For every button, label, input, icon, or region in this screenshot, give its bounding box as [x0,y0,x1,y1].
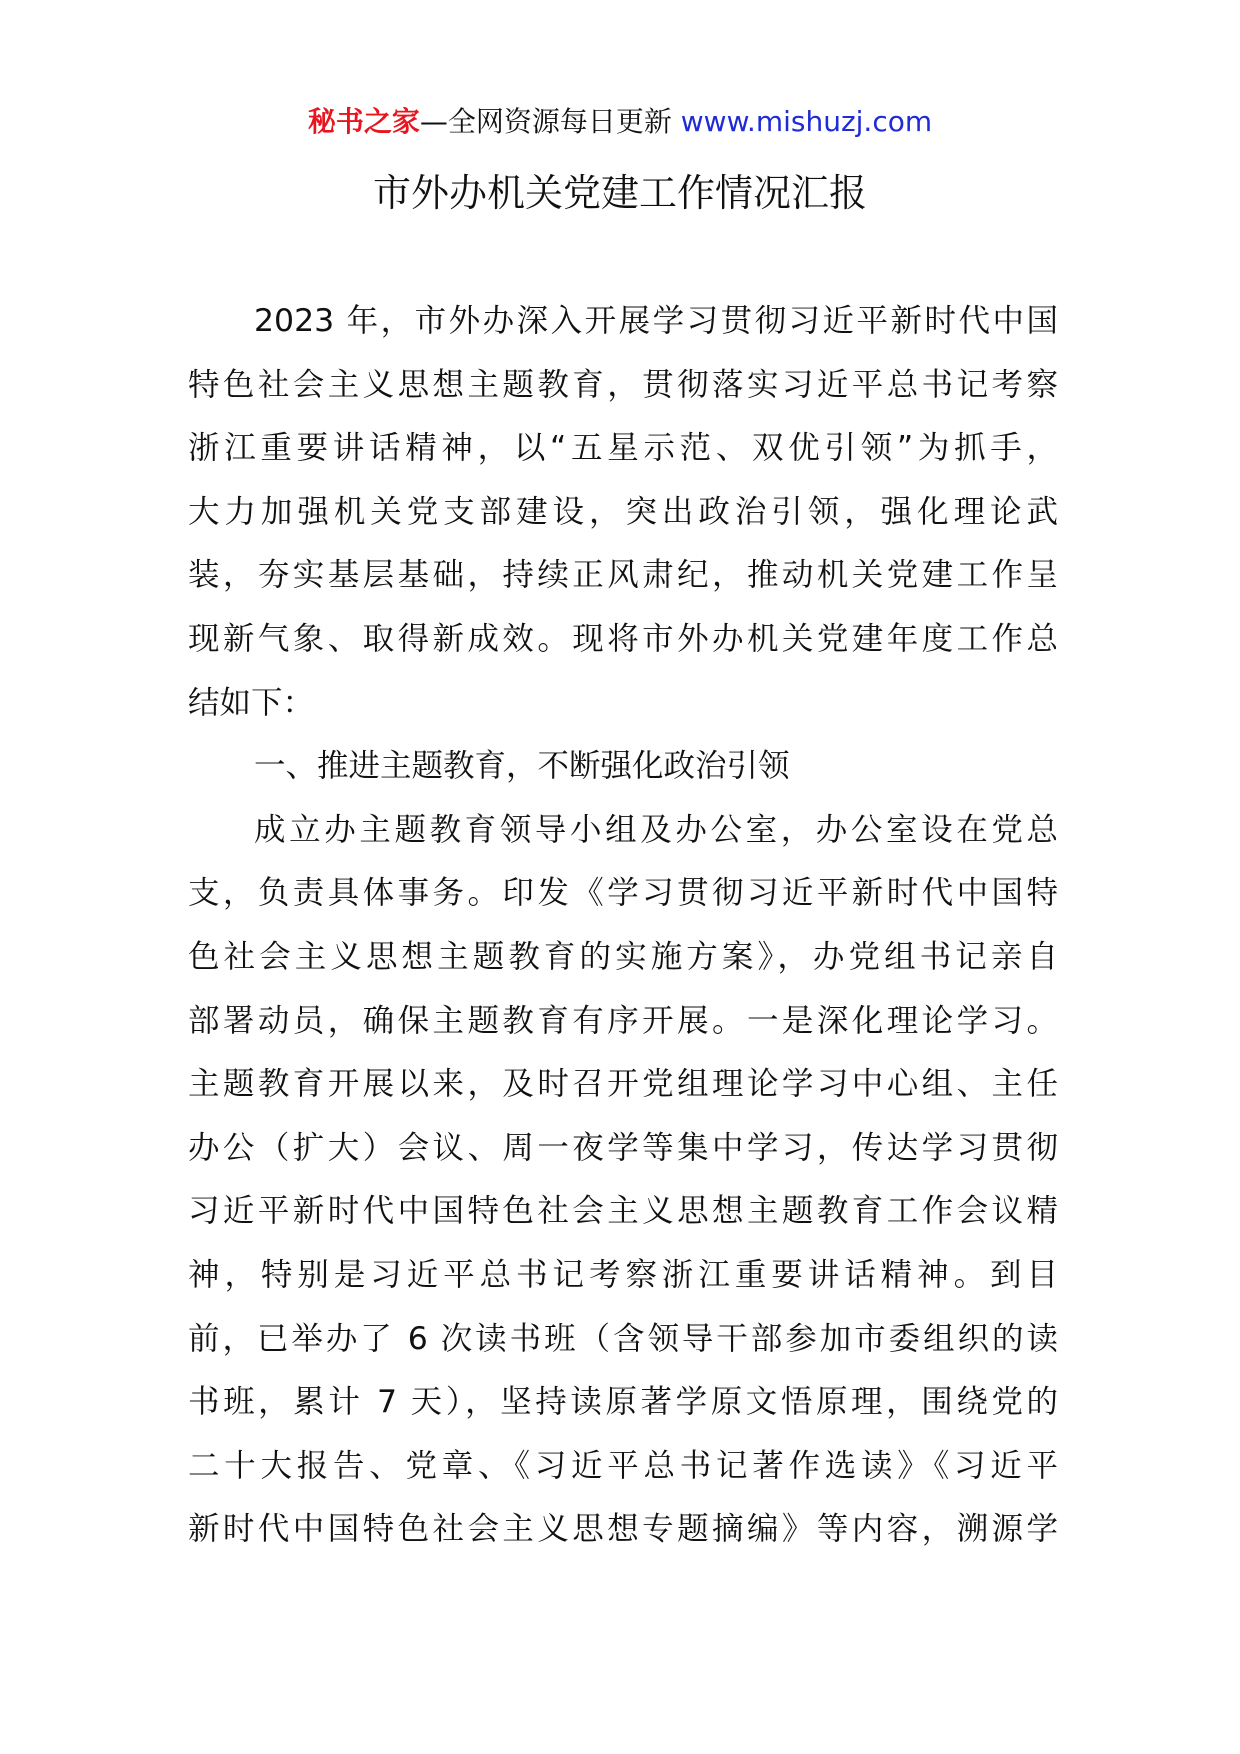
document-body [188,290,1058,1562]
site-brand: 秘书之家 [307,105,420,138]
paragraph-line: 特色社会主义思想主题教育，贯彻落实习近平总书记考察 [188,366,1058,403]
paragraph-line: 大力加强机关党支部建设，突出政治引领，强化理论武 [188,493,1058,530]
paragraph-line: 浙江重要讲话精神，以“五星示范、双优引领”为抓手， [188,430,1058,467]
paragraph-line: 主题教育开展以来，及时召开党组理论学习中心组、主任 [188,1066,1058,1103]
paragraph-line: 结如下： [188,684,315,721]
site-header [0,102,1240,142]
paragraph-line: 二十大报告、党章、《习近平总书记著作选读》《习近平 [188,1447,1058,1484]
paragraph-line: 色社会主义思想主题教育的实施方案》，办党组书记亲自 [188,938,1058,975]
paragraph-line: 前，已举办了 6 次读书班（含领导干部参加市委组织的读 [188,1320,1058,1357]
paragraph-line: 新时代中国特色社会主义思想专题摘编》等内容，溯源学 [188,1511,1058,1548]
document-title: 市外办机关党建工作情况汇报 [372,171,867,215]
site-url-link[interactable]: www.mishuzj.com [680,105,933,138]
paragraph-line: 部署动员，确保主题教育有序开展。一是深化理论学习。 [188,1002,1058,1039]
paragraph-line: 神，特别是习近平总书记考察浙江重要讲话精神。到目 [188,1256,1058,1293]
site-tagline: —全网资源每日更新 [419,105,681,138]
paragraph-line: 装，夯实基层基础，持续正风肃纪，推动机关党建工作呈 [188,557,1058,594]
paragraph-line: 成立办主题教育领导小组及办公室，办公室设在党总 [254,811,1058,848]
paragraph-line: 支，负责具体事务。印发《学习贯彻习近平新时代中国特 [188,875,1058,912]
section-heading: 一、推进主题教育，不断强化政治引领 [254,748,790,785]
paragraph-line: 现新气象、取得新成效。现将市外办机关党建年度工作总 [188,620,1058,657]
paragraph-line: 办公（扩大）会议、周一夜学等集中学习，传达学习贯彻 [188,1129,1058,1166]
paragraph-line: 习近平新时代中国特色社会主义思想主题教育工作会议精 [188,1193,1058,1230]
paragraph-line: 书班，累计 7 天），坚持读原著学原文悟原理，围绕党的 [188,1384,1058,1421]
paragraph-line: 2023 年，市外办深入开展学习贯彻习近平新时代中国 [254,303,1058,339]
